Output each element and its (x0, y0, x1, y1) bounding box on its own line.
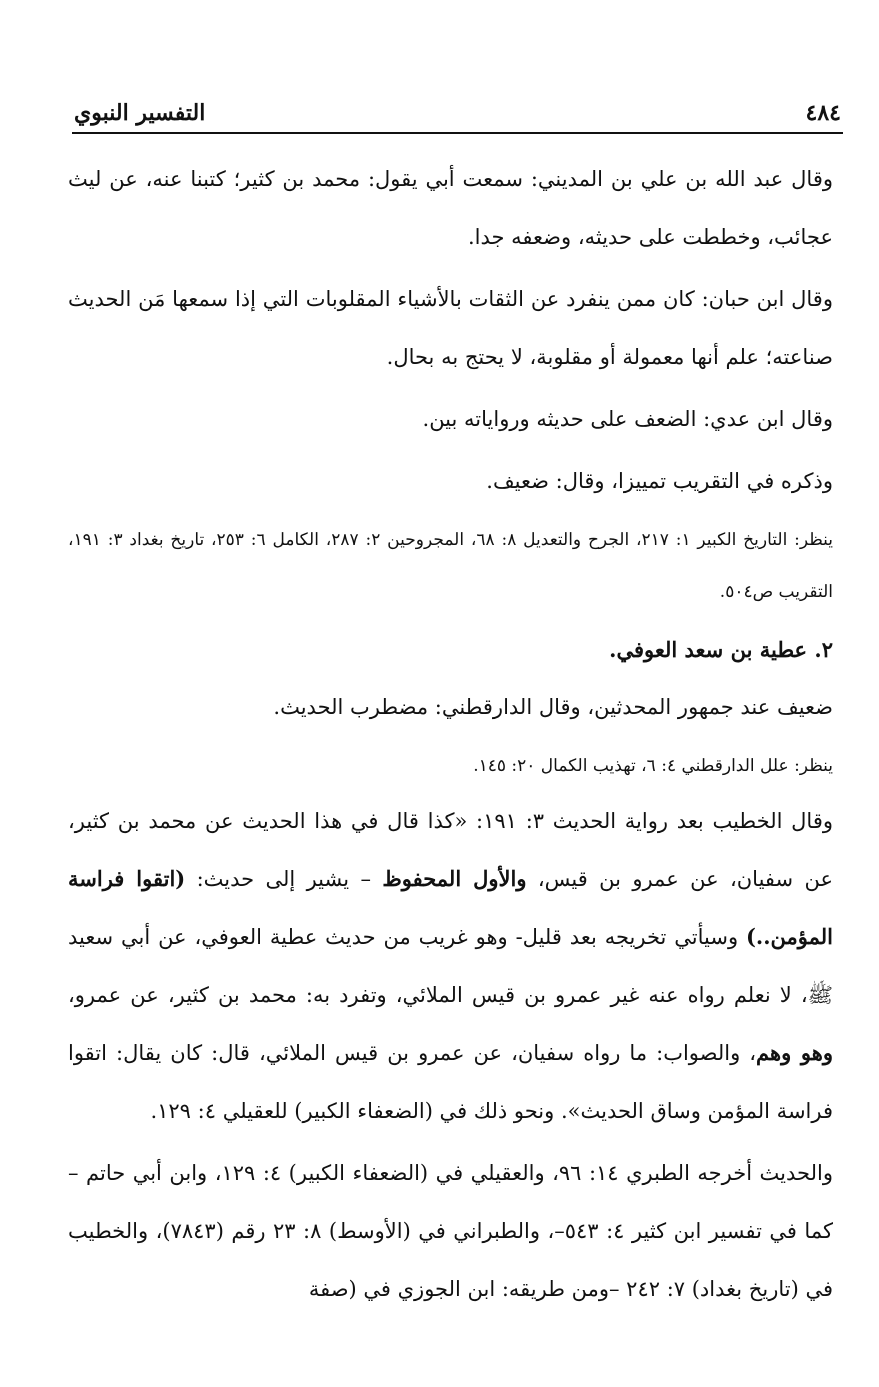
khatib-bold-mahfuz: والأول المحفوظ (382, 866, 527, 891)
page-header (72, 92, 843, 134)
khatib-text-e: وسيأتي تخريجه بعد قليل- وهو غريب من حديث عطية العوفي، عن أبي سعيد ﷺ، لا نعلم رواه عنه غير عمرو بن قيس الملائي، وتفرد به: محمد بن كثير، عن عمرو، (68, 925, 833, 1007)
page-number: ٤٨٤ (805, 100, 841, 126)
paragraph-khatib (68, 792, 833, 1140)
footnote-references-1: ينظر: التاريخ الكبير ١: ٢١٧، الجرح والتعديل ٨: ٦٨، المجروحين ٢: ٢٨٧، الكامل ٦: ٢٥٣، تاريخ بغداد ٣: ١٩١، التقريب ص٥٠٤. (68, 530, 834, 602)
paragraph-ibn-al-madini: وقال عبد الله بن علي بن المديني: سمعت أبي يقول: محمد بن كثير؛ كتبنا عنه، عن ليث عجائب، وخططت على حديثه، وضعفه جدا. (68, 167, 833, 249)
paragraph-ibn-hibban: وقال ابن حبان: كان ممن ينفرد عن الثقات بالأشياء المقلوبات التي إذا سمعها مَن الحديث صناعته؛ علم أنها معمولة أو مقلوبة، لا يحتج به بحال. (68, 287, 833, 369)
footnote-references-2: ينظر: علل الدارقطني ٤: ٦، تهذيب الكمال ٢٠: ١٤٥. (473, 756, 833, 776)
paragraph-takhrij: والحديث أخرجه الطبري ١٤: ٩٦، والعقيلي في (الضعفاء الكبير) ٤: ١٢٩، وابن أبي حاتم –كما في تفسير ابن كثير ٤: ٥٤٣–، والطبراني في (الأوسط) ٨: ٢٣ رقم (٧٨٤٣)، والخطيب في (تاريخ بغداد) ٧: ٢٤٢ –ومن طريقه: ابن الجوزي في (صفة (68, 1161, 833, 1301)
khatib-text-g: ، والصواب: ما رواه سفيان، عن عمرو بن قيس الملائي، قال: كان يقال: اتقوا فراسة المؤمن وساق الحديث». ونحو ذلك في (الضعفاء الكبير) للعقيلي ٤: ١٢٩. (68, 1041, 833, 1123)
khatib-text-c: – يشير إلى حديث: (185, 867, 383, 891)
paragraph-taqrib: وذكره في التقريب تمييزا، وقال: ضعيف. (486, 469, 833, 493)
page-body (68, 150, 833, 1322)
khatib-bold-hadith: (اتقوا فراسة المؤمن..) (68, 866, 833, 949)
running-title: التفسير النبوي (74, 100, 206, 126)
khatib-bold-wahm: وهو وهم (756, 1040, 833, 1065)
paragraph-ibn-adi: وقال ابن عدي: الضعف على حديثه ورواياته بين. (422, 407, 833, 431)
khatib-text-a: وقال الخطيب بعد رواية الحديث ٣: ١٩١: «كذا قال في هذا الحديث عن محمد بن كثير، عن سفيان، عن عمرو بن قيس، (68, 809, 833, 891)
paragraph-atiyya-weak: ضعيف عند جمهور المحدثين، وقال الدارقطني: مضطرب الحديث. (273, 695, 833, 719)
section-heading-atiyya: ٢. عطية بن سعد العوفي. (609, 637, 833, 662)
